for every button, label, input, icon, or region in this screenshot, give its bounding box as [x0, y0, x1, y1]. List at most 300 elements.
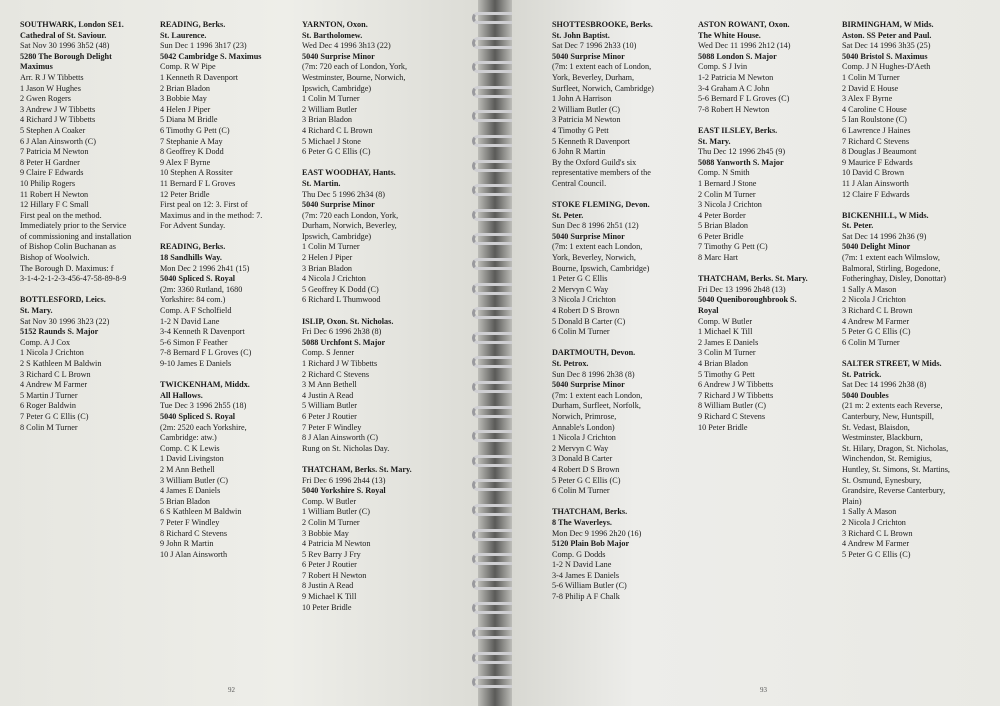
entry-text-line: Ipswich, Cambridge): [302, 83, 372, 93]
entry-text-line: representative members of the: [552, 168, 651, 178]
entry-text-line: 3-4 Kenneth R Davenport: [160, 327, 245, 337]
entry-text-line: 8 Marc Hart: [698, 253, 739, 263]
entry-text-line: Westminster, Blackburn,: [842, 433, 923, 443]
entry-heading-line: 18 Sandhills Way.: [160, 253, 222, 263]
entry-text-line: 2 James E Daniels: [698, 337, 759, 347]
entry-text-line: Comp. A F Scholfield: [160, 306, 232, 316]
entry-text-line: 10 Philip Rogers: [20, 178, 76, 188]
entry-text-line: 3 Donald B Carter: [552, 454, 613, 464]
entry-text-line: 7 Stephanie A May: [160, 136, 223, 146]
entry-text-line: 6 Peter J Routier: [302, 560, 357, 570]
blank-line: [552, 497, 654, 508]
entry-text-line: 3 Andrew J W Tibbetts: [20, 104, 96, 114]
entry-text-line: Sat Nov 30 1996 3h23 (22): [20, 316, 110, 326]
entry-text-line: 3 M Ann Bethell: [302, 380, 357, 390]
entry-text-line: First peal on 12: 3. First of: [160, 200, 248, 210]
entry-text-line: 9 John R Martin: [160, 539, 214, 549]
entry-text-line: 1 David Livingston: [160, 454, 224, 464]
entry-text-line: 2 David E House: [842, 83, 899, 93]
entry-text-line: 9 Richard C Stevens: [698, 411, 766, 421]
blank-line: [20, 285, 131, 296]
entry-text-line: (7m: 1 extent each London,: [552, 390, 643, 400]
entry-text-line: York, Beverley, Durham,: [552, 72, 635, 82]
entry-text-line: 6 J Alan Ainsworth (C): [20, 136, 96, 146]
entry-text-line: 5 Rev Barry J Fry: [302, 549, 361, 559]
entry-text-line: 3-4 James E Daniels: [552, 570, 620, 580]
entry-text-line: (2m: 3360 Rutland, 1680: [160, 284, 243, 294]
entry-text-line: 7-8 Philip A F Chalk: [552, 592, 620, 602]
entry-text-line: 3 Nicola J Crichton: [552, 295, 616, 305]
entry-text-line: 4 Caroline C House: [842, 104, 907, 114]
right-page: [512, 0, 1000, 706]
blank-line: [552, 338, 654, 349]
entry-text-line: 6 Colin M Turner: [552, 327, 610, 337]
entry-text-line: 6 Peter G C Ellis (C): [302, 147, 371, 157]
entry-text-line: 4 Justin A Read: [302, 390, 354, 400]
entry-text-line: Comp. A J Cox: [20, 337, 71, 347]
entry-text-line: 8 Peter H Gardner: [20, 157, 80, 167]
entry-text-line: 2 Brian Bladon: [160, 83, 211, 93]
entry-text-line: 5 Donald B Carter (C): [552, 316, 626, 326]
entry-text-line: Grandsire, Reverse Canterbury,: [842, 486, 946, 496]
entry-text-line: 2 Gwen Rogers: [20, 94, 71, 104]
entry-heading-line: 5040 Bristol S. Maximus: [842, 51, 928, 61]
entry-text-line: 2 Nicola J Crichton: [842, 517, 906, 527]
entry-text-line: 4 Patricia M Newton: [302, 539, 371, 549]
entry-text-line: 5-6 William Butler (C): [552, 581, 627, 591]
entry-heading-line: 5040 Surprise Minor: [302, 51, 375, 61]
entry-text-line: 9 Maurice F Edwards: [842, 157, 913, 167]
left-page: [0, 0, 478, 706]
entry-text-line: Surfleet, Norwich, Cambridge): [552, 83, 654, 93]
entry-text-line: 4 Robert D S Brown: [552, 464, 620, 474]
entry-text-line: Bishop of Woolwich.: [20, 253, 90, 263]
entry-text-line: 7 Richard J W Tibbetts: [698, 390, 774, 400]
entry-text-line: Central Council.: [552, 178, 607, 188]
entry-heading-line: 5042 Cambridge S. Maximus: [160, 51, 262, 61]
entry-heading-line: 5088 London S. Major: [698, 51, 777, 61]
entry-text-line: 3-1-4-2-1-2-3-456-47-58-89-8-9: [20, 274, 127, 284]
entry-text-line: 2 M Ann Bethell: [160, 464, 215, 474]
entry-text-line: 6 Andrew J W Tibbetts: [698, 380, 774, 390]
entry-text-line: 3 Brian Bladon: [302, 263, 353, 273]
entry-text-line: 4 Brian Bladon: [698, 359, 749, 368]
entry-text-line: 1 Nicola J Crichton: [20, 348, 84, 358]
entry-heading-line: 5040 Surprise Minor: [552, 380, 625, 390]
entry-text-line: 2 Colin M Turner: [698, 189, 756, 199]
entry-heading-line: Maximus: [20, 62, 53, 72]
entry-text-line: 5 Peter G C Ellis (C): [842, 549, 911, 559]
entry-text-line: Comp. W Butler: [302, 496, 357, 506]
entry-text-line: 1 Jason W Hughes: [20, 83, 81, 93]
entry-text-line: 7 Robert H Newton: [302, 570, 367, 580]
entry-text-line: 5 Peter G C Ellis (C): [552, 475, 621, 485]
entry-text-line: 5 Timothy G Pett: [698, 369, 755, 379]
entry-heading-line: All Hallows.: [160, 390, 203, 400]
entry-heading-line: 5040 Spliced S. Royal: [160, 411, 236, 421]
entry-text-line: Arr. R J W Tibbetts: [20, 72, 84, 82]
entry-text-line: Fri Dec 13 1996 2h48 (13): [698, 284, 786, 294]
entry-text-line: 6 Colin M Turner: [552, 486, 610, 496]
entry-text-line: 1 William Butler (C): [302, 507, 370, 517]
entry-text-line: 4 Andrew M Farmer: [20, 380, 88, 390]
entry-text-line: 7 Timothy G Pett (C): [698, 242, 768, 252]
entry-text-line: 5 Geoffrey K Dodd (C): [302, 284, 379, 294]
entry-text-line: 3 Richard C L Brown: [20, 369, 91, 379]
entry-text-line: 5 Michael J Stone: [302, 136, 361, 146]
entry-text-line: 5 William Butler: [302, 401, 358, 411]
entry-heading-line: SALTER STREET, W Mids.: [842, 359, 942, 368]
entry-text-line: 6 Peter J Routier: [302, 411, 357, 421]
entry-text-line: 2 Colin M Turner: [302, 517, 360, 527]
entry-text-line: 2 William Butler (C): [552, 104, 620, 114]
entry-text-line: 11 J Alan Ainsworth: [842, 178, 909, 188]
entry-text-line: 10 Peter Bridle: [698, 422, 748, 432]
entry-text-line: 4 Andrew M Farmer: [842, 316, 910, 326]
blank-line: [842, 200, 950, 211]
blank-line: [302, 454, 412, 465]
blank-line: [302, 306, 412, 317]
entry-text-line: 7 Richard C Stevens: [842, 136, 910, 146]
entry-text-line: 1 Kenneth R Davenport: [160, 72, 238, 82]
entry-text-line: 3-4 Graham A C John: [698, 83, 770, 93]
left-column-2: [160, 20, 262, 560]
entry-heading-line: 5040 Surprise Minor: [552, 231, 625, 241]
entry-text-line: 4 Timothy G Pett: [552, 125, 609, 135]
entry-text-line: 1 Sally A Mason: [842, 507, 897, 517]
entry-text-line: 11 Bernard F L Groves: [160, 178, 236, 188]
right-page-number: 93: [760, 686, 767, 694]
entry-heading-line: EAST ILSLEY, Berks.: [698, 125, 778, 135]
entry-text-line: 4 Robert D S Brown: [552, 306, 620, 316]
entry-text-line: 6 Peter Bridle: [698, 231, 744, 241]
entry-heading-line: 5040 Queniboroughbrook S.: [698, 295, 797, 305]
entry-text-line: 8 Richard C Stevens: [160, 528, 228, 538]
entry-text-line: 5 Brian Bladon: [160, 496, 211, 506]
entry-text-line: 1 John A Harrison: [552, 94, 612, 104]
blank-line: [842, 348, 950, 359]
spine-gutter: [478, 0, 512, 706]
entry-text-line: 2 Mervyn C Way: [552, 284, 609, 294]
entry-text-line: 10 J Alan Ainsworth: [160, 549, 228, 559]
left-column-3: [302, 20, 412, 613]
entry-text-line: Mon Dec 2 1996 2h41 (15): [160, 263, 250, 273]
entry-text-line: 1 Bernard J Stone: [698, 178, 757, 188]
entry-text-line: Huntley, St. Simons, St. Martins,: [842, 464, 950, 474]
entry-text-line: 9-10 James E Daniels: [160, 359, 232, 368]
entry-text-line: Tue Dec 3 1996 2h55 (18): [160, 401, 247, 411]
entry-text-line: 3 Bobbie May: [160, 94, 207, 104]
entry-text-line: (21 m: 2 extents each Reverse,: [842, 401, 943, 411]
entry-text-line: 5-6 Simon F Feather: [160, 337, 228, 347]
entry-text-line: Cambridge: atw.): [160, 433, 217, 443]
entry-text-line: By the Oxford Guild's six: [552, 157, 637, 167]
entry-text-line: Sat Dec 14 1996 3h35 (25): [842, 41, 931, 51]
entry-text-line: 3 Alex F Byrne: [842, 94, 893, 104]
entry-text-line: Comp. J N Hughes-D'Aeth: [842, 62, 931, 72]
entry-heading-line: BOTTLESFORD, Leics.: [20, 295, 106, 305]
entry-text-line: 4 Peter Border: [698, 210, 746, 220]
entry-heading-line: 5040 Delight Minor: [842, 242, 911, 252]
entry-heading-line: 5040 Yorkshire S. Royal: [302, 486, 386, 496]
entry-text-line: Balmoral, Stirling, Bogedone,: [842, 263, 941, 273]
entry-text-line: 4 Helen J Piper: [160, 104, 211, 114]
entry-heading-line: TWICKENHAM, Middx.: [160, 380, 250, 390]
entry-heading-line: ASTON ROWANT, Oxon.: [698, 20, 790, 29]
entry-heading-line: YARNTON, Oxon.: [302, 20, 368, 29]
entry-text-line: 3 Bobbie May: [302, 528, 349, 538]
entry-text-line: 12 Peter Bridle: [160, 189, 210, 199]
entry-heading-line: SHOTTESBROOKE, Berks.: [552, 20, 653, 29]
entry-text-line: of Bishop Colin Buchanan as: [20, 242, 116, 252]
entry-text-line: 1-2 N David Lane: [160, 316, 220, 326]
left-column-1: [20, 20, 131, 433]
right-column-1: [552, 20, 654, 603]
entry-text-line: 1 Sally A Mason: [842, 284, 897, 294]
entry-text-line: 8 Justin A Read: [302, 581, 354, 591]
entry-text-line: 1-2 Patricia M Newton: [698, 72, 774, 82]
entry-text-line: 1 Richard J W Tibbetts: [302, 359, 378, 368]
entry-text-line: 1-2 N David Lane: [552, 560, 612, 570]
entry-text-line: 7-8 Robert H Newton: [698, 104, 770, 114]
entry-text-line: 1 Nicola J Crichton: [552, 433, 616, 443]
entry-text-line: Sat Dec 7 1996 2h33 (10): [552, 41, 637, 51]
entry-heading-line: STOKE FLEMING, Devon.: [552, 200, 650, 210]
entry-text-line: 2 Richard C Stevens: [302, 369, 370, 379]
entry-heading-line: The White House.: [698, 30, 761, 40]
entry-heading-line: SOUTHWARK, London SE1.: [20, 20, 124, 29]
entry-text-line: (7m: 1 extent each London,: [552, 242, 643, 252]
entry-text-line: 2 Helen J Piper: [302, 253, 353, 263]
entry-text-line: 8 J Alan Ainsworth (C): [302, 433, 378, 443]
entry-text-line: 2 S Kathleen M Baldwin: [20, 359, 102, 368]
entry-text-line: 8 William Butler (C): [698, 401, 766, 411]
entry-heading-line: 5152 Raunds S. Major: [20, 327, 99, 337]
entry-text-line: Comp. G Dodds: [552, 549, 606, 559]
entry-text-line: 5 Kenneth R Davenport: [552, 136, 630, 146]
entry-text-line: 5 Brian Bladon: [698, 221, 749, 231]
entry-text-line: 1 Colin M Turner: [302, 242, 360, 252]
entry-text-line: First peal on the method.: [20, 210, 102, 220]
entry-text-line: Ipswich, Cambridge): [302, 231, 372, 241]
entry-text-line: 10 Stephen A Rossiter: [160, 168, 233, 178]
entry-text-line: Wed Dec 11 1996 2h12 (14): [698, 41, 791, 51]
entry-text-line: Comp. N Smith: [698, 168, 750, 178]
entry-text-line: Maximus and in the method: 7.: [160, 210, 263, 220]
entry-heading-line: 5088 Yanworth S. Major: [698, 157, 784, 167]
entry-heading-line: 5040 Spliced S. Royal: [160, 274, 236, 284]
entry-heading-line: St. Mary.: [698, 136, 731, 146]
entry-text-line: 1 Peter G C Ellis: [552, 274, 608, 284]
entry-text-line: Annable's London): [552, 422, 615, 432]
entry-text-line: Thu Dec 12 1996 2h45 (9): [698, 147, 786, 157]
entry-text-line: 7 Peter F Windley: [302, 422, 362, 432]
left-page-number: 92: [228, 686, 235, 694]
entry-text-line: 3 Richard C L Brown: [842, 306, 913, 316]
entry-heading-line: St. Bartholomew.: [302, 30, 363, 40]
entry-heading-line: 5040 Surprise Minor: [552, 51, 625, 61]
entry-heading-line: THATCHAM, Berks.: [552, 507, 628, 517]
entry-text-line: 2 Nicola J Crichton: [842, 295, 906, 305]
entry-text-line: 7 Peter G C Ellis (C): [20, 411, 89, 421]
entry-text-line: Norwich, Primrose,: [552, 411, 617, 421]
entry-heading-line: EAST WOODHAY, Hants.: [302, 168, 396, 178]
entry-text-line: Comp. S J Ivin: [698, 62, 748, 72]
entry-text-line: (7m: 1 extent each of London,: [552, 62, 652, 72]
entry-text-line: York, Beverley, Norwich,: [552, 253, 636, 263]
entry-text-line: Sun Dec 1 1996 3h17 (23): [160, 41, 247, 51]
entry-text-line: Rung on St. Nicholas Day.: [302, 443, 390, 453]
entry-heading-line: St. Mary.: [20, 306, 53, 316]
entry-text-line: 4 James E Daniels: [160, 486, 221, 496]
entry-heading-line: THATCHAM, Berks. St. Mary.: [698, 274, 808, 284]
entry-text-line: Comp. S Jenner: [302, 348, 355, 358]
entry-heading-line: Royal: [698, 306, 719, 316]
entry-text-line: Canterbury, New, Huntspill,: [842, 411, 934, 421]
entry-text-line: 5 Peter G C Ellis (C): [842, 327, 911, 337]
entry-text-line: 4 Richard C L Brown: [302, 125, 373, 135]
entry-text-line: The Borough D. Maximus: f: [20, 263, 114, 273]
entry-heading-line: DARTMOUTH, Devon.: [552, 348, 636, 358]
entry-heading-line: Cathedral of St. Saviour.: [20, 30, 107, 40]
entry-text-line: 1 Colin M Turner: [302, 94, 360, 104]
entry-text-line: Comp. C K Lewis: [160, 443, 220, 453]
entry-heading-line: 5040 Surprise Minor: [302, 200, 375, 210]
entry-heading-line: St. Patrick.: [842, 369, 882, 379]
entry-heading-line: 8 The Waverleys.: [552, 517, 612, 527]
entry-text-line: 7-8 Bernard F L Groves (C): [160, 348, 252, 358]
entry-heading-line: BICKENHILL, W Mids.: [842, 210, 929, 220]
entry-text-line: Sat Dec 14 1996 2h36 (9): [842, 231, 927, 241]
entry-text-line: 2 Mervyn C Way: [552, 443, 609, 453]
entry-heading-line: READING, Berks.: [160, 242, 226, 252]
entry-heading-line: 5088 Urchfont S. Major: [302, 337, 386, 347]
entry-text-line: Comp. R W Pipe: [160, 62, 216, 72]
entry-text-line: 3 Colin M Turner: [698, 348, 756, 358]
entry-heading-line: READING, Berks.: [160, 20, 226, 29]
blank-line: [302, 158, 412, 169]
entry-text-line: 3 Brian Bladon: [302, 115, 353, 125]
entry-text-line: 3 William Butler (C): [160, 475, 228, 485]
entry-text-line: 6 Timothy G Pett (C): [160, 125, 230, 135]
entry-text-line: 6 John R Martin: [552, 147, 606, 157]
entry-text-line: Durham, Norwich, Beverley,: [302, 221, 397, 231]
entry-text-line: 2 William Butler: [302, 104, 358, 114]
entry-text-line: Bourne, Ipswich, Cambridge): [552, 263, 650, 273]
entry-text-line: 7 Peter F Windley: [160, 517, 220, 527]
entry-text-line: Immediately prior to the Service: [20, 221, 127, 231]
entry-heading-line: 5040 Doubles: [842, 390, 889, 400]
entry-text-line: 9 Claire F Edwards: [20, 168, 84, 178]
entry-text-line: 5 Martin J Turner: [20, 390, 78, 400]
entry-text-line: Thu Dec 5 1996 2h34 (8): [302, 189, 385, 199]
entry-text-line: Sun Dec 8 1996 2h38 (8): [552, 369, 635, 379]
entry-text-line: St. Hilary, Dragon, St. Nicholas,: [842, 443, 949, 453]
entry-heading-line: BIRMINGHAM, W Mids.: [842, 20, 934, 29]
blank-line: [698, 264, 808, 275]
entry-heading-line: THATCHAM, Berks. St. Mary.: [302, 464, 412, 474]
entry-text-line: 6 Colin M Turner: [842, 337, 900, 347]
entry-text-line: (7m: 1 extent each Wilmslow,: [842, 253, 940, 263]
entry-heading-line: St. Peter.: [842, 221, 874, 231]
entry-text-line: Fotheringhay, Disley, Donottar): [842, 274, 946, 284]
entry-text-line: 8 Geoffrey K Dodd: [160, 147, 224, 157]
entry-text-line: Winchendon, St. Remigius,: [842, 454, 932, 464]
entry-text-line: 1 Michael K Till: [698, 327, 753, 337]
entry-text-line: Sun Dec 8 1996 2h51 (12): [552, 221, 639, 231]
entry-text-line: 5 Stephen A Coaker: [20, 125, 86, 135]
entry-text-line: 7 Patricia M Newton: [20, 147, 89, 157]
entry-text-line: Westminster, Bourne, Norwich,: [302, 72, 406, 82]
entry-heading-line: 5120 Plain Bob Major: [552, 539, 630, 549]
blank-line: [160, 370, 262, 381]
blank-line: [698, 115, 808, 126]
entry-text-line: Fri Dec 6 1996 2h44 (13): [302, 475, 386, 485]
blank-line: [160, 232, 262, 243]
entry-text-line: 5 Ian Roulstone (C): [842, 115, 907, 125]
entry-text-line: Yorkshire: 84 com.): [160, 295, 226, 305]
entry-text-line: (7m: 720 each London, York,: [302, 210, 399, 220]
entry-text-line: 6 Lawrence J Haines: [842, 125, 911, 135]
entry-heading-line: 5280 The Borough Delight: [20, 51, 112, 61]
entry-heading-line: St. Peter.: [552, 210, 584, 220]
entry-heading-line: ISLIP, Oxon. St. Nicholas.: [302, 316, 394, 326]
right-column-2: [698, 20, 808, 433]
entry-text-line: For Advent Sunday.: [160, 221, 226, 231]
entry-text-line: 4 Richard J W Tibbetts: [20, 115, 96, 125]
entry-text-line: 3 Patricia M Newton: [552, 115, 621, 125]
entry-text-line: 3 Richard C L Brown: [842, 528, 913, 538]
entry-text-line: 5-6 Bernard F L Groves (C): [698, 94, 790, 104]
entry-heading-line: Aston. SS Peter and Paul.: [842, 30, 932, 40]
entry-text-line: 11 Robert H Newton: [20, 189, 89, 199]
entry-text-line: Comp. W Butler: [698, 316, 753, 326]
entry-text-line: 12 Hillary F C Small: [20, 200, 89, 210]
entry-text-line: Plain): [842, 496, 862, 506]
blank-line: [552, 190, 654, 201]
entry-text-line: Durham, Surfleet, Norfolk,: [552, 401, 641, 411]
entry-text-line: 5 Diana M Bridle: [160, 115, 218, 125]
entry-text-line: 6 Richard L Thumwood: [302, 295, 381, 305]
entry-text-line: Mon Dec 9 1996 2h20 (16): [552, 528, 642, 538]
entry-text-line: 1 Colin M Turner: [842, 72, 900, 82]
entry-text-line: (2m: 2520 each Yorkshire,: [160, 422, 247, 432]
entry-text-line: Sat Dec 14 1996 2h38 (8): [842, 380, 927, 390]
entry-text-line: (7m: 720 each of London, York,: [302, 62, 408, 72]
entry-text-line: St. Vedast, Blaisdon,: [842, 422, 910, 432]
entry-heading-line: St. Petrox.: [552, 359, 589, 368]
entry-text-line: 10 David C Brown: [842, 168, 905, 178]
entry-text-line: 4 Nicola J Crichton: [302, 274, 366, 284]
entry-text-line: 10 Peter Bridle: [302, 602, 352, 612]
right-column-3: [842, 20, 950, 560]
entry-text-line: 8 Douglas J Beaumont: [842, 147, 917, 157]
entry-heading-line: St. John Baptist.: [552, 30, 610, 40]
entry-text-line: Fri Dec 6 1996 2h38 (8): [302, 327, 382, 337]
entry-text-line: 9 Michael K Till: [302, 592, 357, 602]
entry-text-line: of commissioning and installation: [20, 231, 132, 241]
entry-text-line: 3 Nicola J Crichton: [698, 200, 762, 210]
entry-text-line: 8 Colin M Turner: [20, 422, 78, 432]
entry-text-line: 4 Andrew M Farmer: [842, 539, 910, 549]
entry-heading-line: St. Martin.: [302, 178, 341, 188]
entry-text-line: St. Osmund, Eynesbury,: [842, 475, 922, 485]
entry-text-line: Wed Dec 4 1996 3h13 (22): [302, 41, 391, 51]
entry-heading-line: St. Laurence.: [160, 30, 207, 40]
entry-text-line: 6 Roger Baldwin: [20, 401, 76, 411]
entry-text-line: 9 Alex F Byrne: [160, 157, 211, 167]
entry-text-line: 6 S Kathleen M Baldwin: [160, 507, 242, 517]
